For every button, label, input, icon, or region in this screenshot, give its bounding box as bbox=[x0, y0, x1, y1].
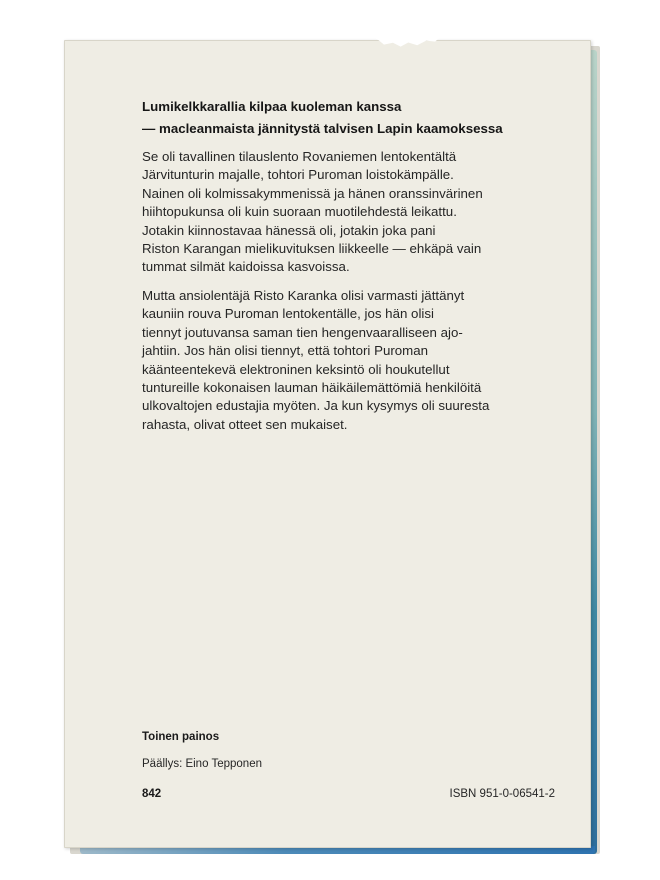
isbn: ISBN 951-0-06541-2 bbox=[449, 788, 555, 800]
paragraph-line: kauniin rouva Puroman lentokentälle, jos hän olisi bbox=[142, 306, 434, 322]
edition-note: Toinen painos bbox=[142, 731, 220, 743]
paragraph-line: Se oli tavallinen tilauslento Rovaniemen lentokentältä bbox=[142, 149, 457, 164]
paragraph-line: tuntureille kokonaisen lauman häikäilemättömiä henkilöitä bbox=[142, 380, 482, 396]
paragraph-line: Nainen oli kolmissakymmenissä ja hänen oranssinvärinen bbox=[142, 185, 483, 201]
paragraph-line: ulkovaltojen edustajia myöten. Ja kun kysymys oli suuresta bbox=[142, 398, 490, 414]
paragraph-line: rahasta, olivat otteet sen mukaiset. bbox=[142, 416, 348, 432]
paragraph-line: tummat silmät kaidoissa kasvoissa. bbox=[142, 259, 350, 275]
paragraph-line: Mutta ansiolentäjä Risto Karanka olisi varmasti jättänyt bbox=[142, 288, 465, 303]
headline-line: — macleanmaista jännitystä talvisen Lapin kaamoksessa bbox=[142, 121, 503, 136]
catalog-number: 842 bbox=[142, 788, 162, 800]
paragraph-line: tiennyt joutuvansa saman tien hengenvaaralliseen ajo- bbox=[142, 324, 463, 340]
paragraph-line: hiihtopukunsa oli kuin suoraan muotilehdestä leikattu. bbox=[142, 204, 457, 220]
cover-credit: Päällys: Eino Tepponen bbox=[142, 758, 262, 770]
blurb-headline bbox=[142, 96, 562, 140]
paragraph-line: Riston Karangan mielikuvituksen liikkeelle — ehkäpä vain bbox=[142, 241, 482, 257]
headline-line: Lumikelkkarallia kilpaa kuoleman kanssa bbox=[142, 99, 402, 114]
paragraph-line: Järvitunturin majalle, tohtori Puroman loistokämpälle. bbox=[142, 167, 454, 183]
blurb-paragraph-1 bbox=[142, 148, 542, 277]
blurb-paragraph-2 bbox=[142, 287, 542, 434]
paragraph-line: Jotakin kiinnostavaa hänessä oli, jotakin joka pani bbox=[142, 222, 436, 238]
paragraph-line: jahtiin. Jos hän olisi tiennyt, että tohtori Puroman bbox=[142, 343, 429, 359]
paragraph-line: käänteentekevä elektroninen keksintö oli houkutellut bbox=[142, 361, 450, 377]
